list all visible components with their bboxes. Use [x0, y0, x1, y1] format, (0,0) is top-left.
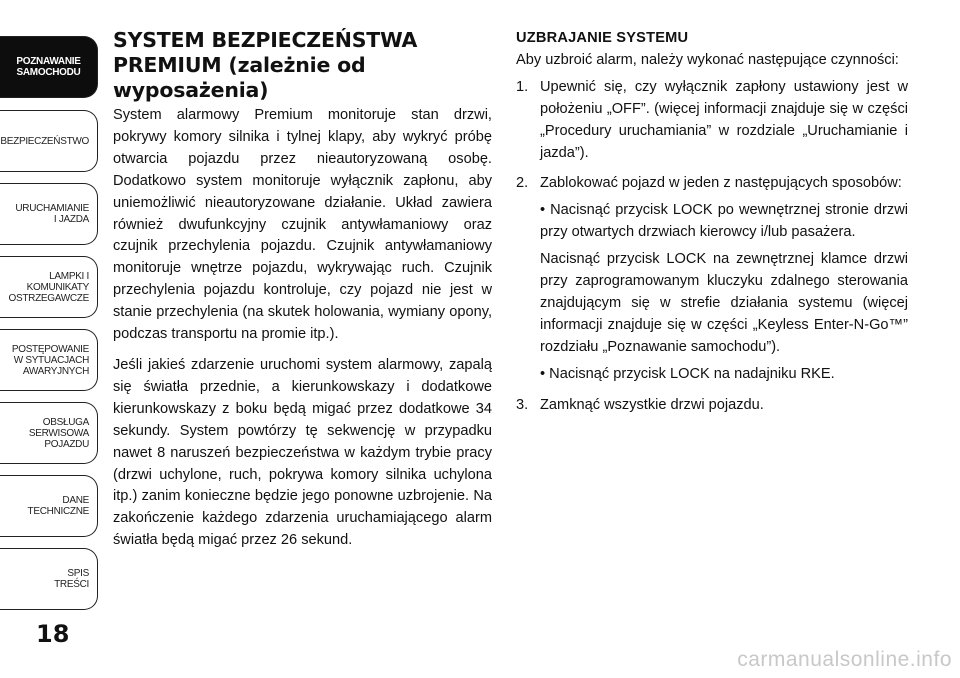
step-text: Zamknąć wszystkie drzwi pojazdu.	[540, 396, 764, 413]
body-paragraph: System alarmowy Premium monitoruje stan drzwi, pokrywy komory silnika i tylnej klapy, aby wykryć próbę otwarcia pojazdu przez nieautoryzowaną osobę. Dodatkowo system monitoruje wyłącznik zapłonu, aby uniemożliwić nieautoryzowane działanie. Układ zawiera również dwufunkcyjny czujnik antywłamaniowy oraz czujnik przechylenia pojazdu. Czujnik antywłamaniowy monitoruje wnętrze pojazdu, wykrywając ruch. Czujnik przechylenia pojazdu kontroluje, czy pojazd nie jest w stanie przechylenia (na skutek holowania, wymiany opony, podczas transportu na promie itp.).	[113, 107, 492, 343]
tab-label-line: POJAZDU	[44, 438, 89, 450]
step-item	[516, 395, 908, 417]
tab-obsluga-serwisowa[interactable]	[0, 402, 98, 464]
tab-label-line: SAMOCHODU	[16, 67, 81, 78]
tab-label-line: OSTRZEGAWCZE	[8, 292, 89, 304]
section-title-line: PREMIUM (zależnie od	[113, 53, 366, 77]
tab-label-line: POSTĘPOWANIE	[11, 343, 89, 355]
tab-poznawanie-samochodu[interactable]	[0, 36, 98, 98]
tab-label-line: W SYTUACJACH	[13, 354, 89, 366]
tab-label-line: TECHNICZNE	[27, 506, 89, 517]
page-number: 18	[36, 620, 70, 648]
tab-label-line: URUCHAMIANIE	[15, 203, 89, 214]
tab-label-line: KOMUNIKATY	[26, 281, 89, 293]
tab-bezpieczenstwo[interactable]	[0, 110, 98, 172]
step-substep: • Nacisnąć przycisk LOCK na nadajniku RKE.	[540, 365, 835, 382]
step-substep: Nacisnąć przycisk LOCK na zewnętrznej klamce drzwi przy zaprogramowanym kluczyku zdalnego sterowania znajdującym się w strefie działania systemu (więcej informacji znajduje się w części „Keyless Enter-N-Go™” rozdziału „Poznawanie samochodu”).	[540, 251, 908, 355]
section-title	[113, 28, 492, 103]
tab-label-line: TREŚCI	[54, 579, 89, 590]
section-title-line: wyposażenia)	[113, 78, 269, 102]
tab-label-line: I JAZDA	[53, 214, 89, 225]
section-title-line: SYSTEM BEZPIECZEŃSTWA	[113, 28, 418, 52]
tab-label-line: POZNAWANIE	[16, 56, 81, 67]
step-number: 2.	[516, 175, 529, 192]
chapter-tabs	[0, 0, 104, 678]
left-column	[113, 28, 492, 561]
watermark: carmanualsonline.info	[737, 648, 952, 671]
tab-dane-techniczne[interactable]	[0, 475, 98, 537]
tab-label-line: BEZPIECZEŃSTWO	[0, 135, 89, 147]
step-number: 1.	[516, 78, 529, 95]
tab-postepowanie-awaryjne[interactable]	[0, 329, 98, 391]
tab-label-line: SPIS	[67, 568, 89, 579]
step-text: Zablokować pojazd w jeden z następujących sposobów:	[540, 175, 902, 192]
tab-spis-tresci[interactable]	[0, 548, 98, 610]
tab-label-line: OBSŁUGA	[42, 416, 89, 428]
right-column	[516, 28, 908, 426]
intro-paragraph: Aby uzbroić alarm, należy wykonać następujące czynności:	[516, 51, 899, 68]
step-text: Upewnić się, czy wyłącznik zapłony ustawiony jest w położeniu „OFF”. (więcej informacji znajduje się w części „Procedury uruchamiania” w rozdziale „Uruchamianie i jazda”).	[540, 78, 908, 161]
tab-uruchamianie-i-jazda[interactable]	[0, 183, 98, 245]
subsection-heading: UZBRAJANIE SYSTEMU	[516, 30, 689, 46]
step-item	[516, 173, 908, 385]
steps-list	[516, 77, 908, 417]
step-number: 3.	[516, 396, 529, 413]
tab-label-line: AWARYJNYCH	[22, 365, 89, 377]
tab-label-line: SERWISOWA	[28, 427, 89, 439]
body-paragraph: Jeśli jakieś zdarzenie uruchomi system alarmowy, zapalą się światła przednie, a kierunkowskazy i dodatkowe kierunkowskazy z boku będą migać przez dodatkowe 34 sekundy. System powtórzy tę sekwencję w przypadku nawet 8 naruszeń bezpieczeństwa w każdym trybie pracy (drzwi uchylone, ruch, pokrywa komory silnika uchylona itp.) zanim konieczne będzie jego ponowne uzbrojenie. Na zakończenie każdego zdarzenia uruchamiającego alarm światła będą migać przez 26 sekund.	[113, 356, 492, 549]
step-substep: • Nacisnąć przycisk LOCK po wewnętrznej stronie drzwi przy otwartych drzwiach kierowcy i/lub pasażera.	[540, 202, 908, 241]
tab-label-line: LAMPKI I	[49, 270, 89, 282]
tab-label-line: DANE	[62, 495, 89, 506]
tab-lampki-i-komunikaty[interactable]	[0, 256, 98, 318]
step-item	[516, 77, 908, 165]
